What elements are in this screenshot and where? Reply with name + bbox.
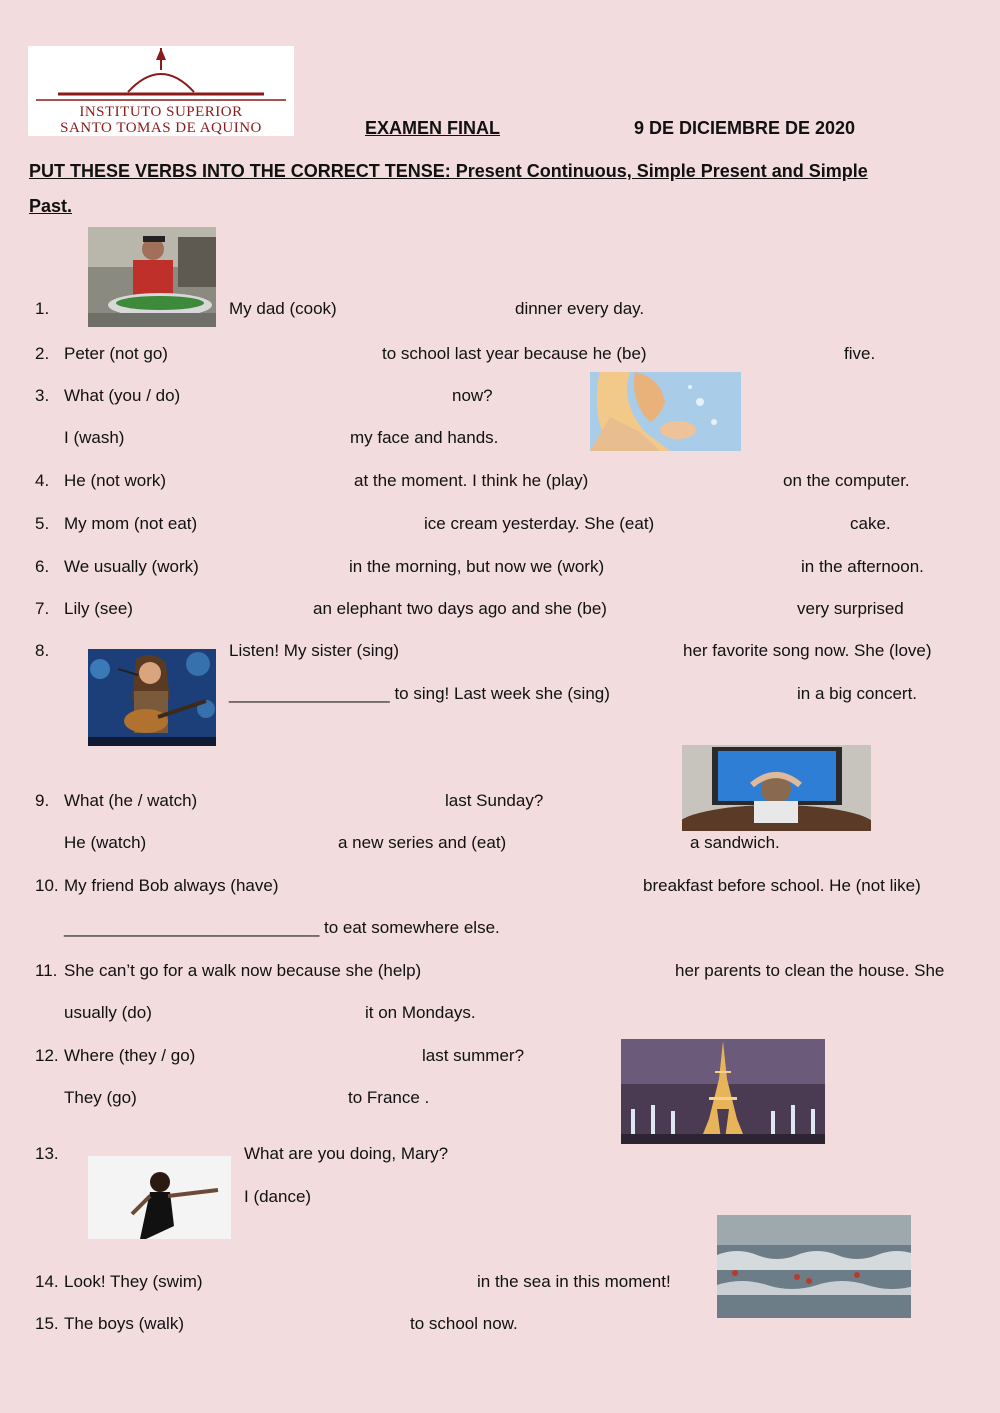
q9-text-b: last Sunday?: [445, 791, 544, 810]
q15-text-b: to school now.: [410, 1314, 518, 1333]
eiffel-tower-photo: [621, 1039, 825, 1144]
q2-text-c: five.: [844, 344, 876, 363]
q14-text-a: Look! They (swim): [64, 1272, 203, 1291]
q13-text-b: I (dance): [244, 1187, 312, 1206]
q15-number: 15.: [35, 1314, 59, 1333]
q5-number: 5.: [35, 514, 50, 533]
q13-text-a: What are you doing, Mary?: [244, 1144, 449, 1163]
q1-number: 1.: [35, 299, 50, 318]
q12-text-b: last summer?: [422, 1046, 525, 1065]
q6-number: 6.: [35, 557, 50, 576]
q6-text-b: in the morning, but now we (work): [349, 557, 605, 576]
q12-number: 12.: [35, 1046, 59, 1065]
watching-tv-photo: [682, 745, 871, 831]
q14-number: 14.: [35, 1272, 59, 1291]
q14-text-b: in the sea in this moment!: [477, 1272, 671, 1291]
swimmers-photo: [717, 1215, 911, 1318]
exam-date: 9 DE DICIEMBRE DE 2020: [634, 118, 856, 138]
dome-icon: [28, 46, 294, 106]
q8-text-c: _________________ to sing! Last week she (sing): [229, 684, 610, 703]
q2-number: 2.: [35, 344, 50, 363]
singer-photo: [88, 649, 216, 746]
q3-text-d: my face and hands.: [350, 428, 499, 447]
q11-text-d: it on Mondays.: [365, 1003, 476, 1022]
q4-text-b: at the moment. I think he (play): [354, 471, 589, 490]
instructions-line-2: Past.: [29, 196, 73, 216]
q10-text-b: breakfast before school. He (not like): [643, 876, 921, 895]
q3-text-c: I (wash): [64, 428, 125, 447]
q3-text-a: What (you / do): [64, 386, 181, 405]
q11-text-a: She can’t go for a walk now because she (help): [64, 961, 422, 980]
q8-text-b: her favorite song now. She (love): [683, 641, 932, 660]
q1-text-a: My dad (cook): [229, 299, 337, 318]
q8-number: 8.: [35, 641, 50, 660]
q7-text-b: an elephant two days ago and she (be): [313, 599, 607, 618]
q10-text-a: My friend Bob always (have): [64, 876, 279, 895]
instructions-line-1: PUT THESE VERBS INTO THE CORRECT TENSE: Present Continuous, Simple Present and Simple: [29, 161, 868, 181]
q2-text-a: Peter (not go): [64, 344, 168, 363]
q4-text-c: on the computer.: [783, 471, 910, 490]
q9-number: 9.: [35, 791, 50, 810]
q5-text-c: cake.: [850, 514, 891, 533]
q9-text-a: What (he / watch): [64, 791, 198, 810]
q9-text-d: a new series and (eat): [338, 833, 507, 852]
q7-number: 7.: [35, 599, 50, 618]
q3-number: 3.: [35, 386, 50, 405]
q11-number: 11.: [35, 961, 58, 980]
q15-text-a: The boys (walk): [64, 1314, 184, 1333]
q12-text-a: Where (they / go): [64, 1046, 196, 1065]
q11-text-c: usually (do): [64, 1003, 152, 1022]
q11-text-b: her parents to clean the house. She: [675, 961, 945, 980]
q6-text-c: in the afternoon.: [801, 557, 924, 576]
institute-logo: [28, 46, 294, 136]
cook-photo: [88, 227, 216, 327]
q7-text-c: very surprised: [797, 599, 904, 618]
q13-number: 13.: [35, 1144, 59, 1163]
q1-text-b: dinner every day.: [515, 299, 645, 318]
q5-text-a: My mom (not eat): [64, 514, 198, 533]
q6-text-a: We usually (work): [64, 557, 199, 576]
q10-text-c: ___________________________ to eat somewhere else.: [64, 918, 500, 937]
q7-text-a: Lily (see): [64, 599, 133, 618]
q9-text-c: He (watch): [64, 833, 147, 852]
q4-number: 4.: [35, 471, 50, 490]
q12-text-d: to France .: [348, 1088, 430, 1107]
exam-title: EXAMEN FINAL: [365, 118, 500, 138]
logo-line-2: SANTO TOMAS DE AQUINO: [60, 120, 262, 136]
dancer-photo: [88, 1156, 231, 1239]
q3-text-b: now?: [452, 386, 493, 405]
q2-text-b: to school last year because he (be): [382, 344, 647, 363]
q8-text-d: in a big concert.: [797, 684, 918, 703]
q8-text-a: Listen! My sister (sing): [229, 641, 400, 660]
washing-face-illustration: [590, 372, 741, 451]
q5-text-b: ice cream yesterday. She (eat): [424, 514, 655, 533]
q9-text-e: a sandwich.: [690, 833, 780, 852]
logo-line-1: INSTITUTO SUPERIOR: [79, 104, 243, 120]
q12-text-c: They (go): [64, 1088, 137, 1107]
q10-number: 10.: [35, 876, 59, 895]
q4-text-a: He (not work): [64, 471, 167, 490]
